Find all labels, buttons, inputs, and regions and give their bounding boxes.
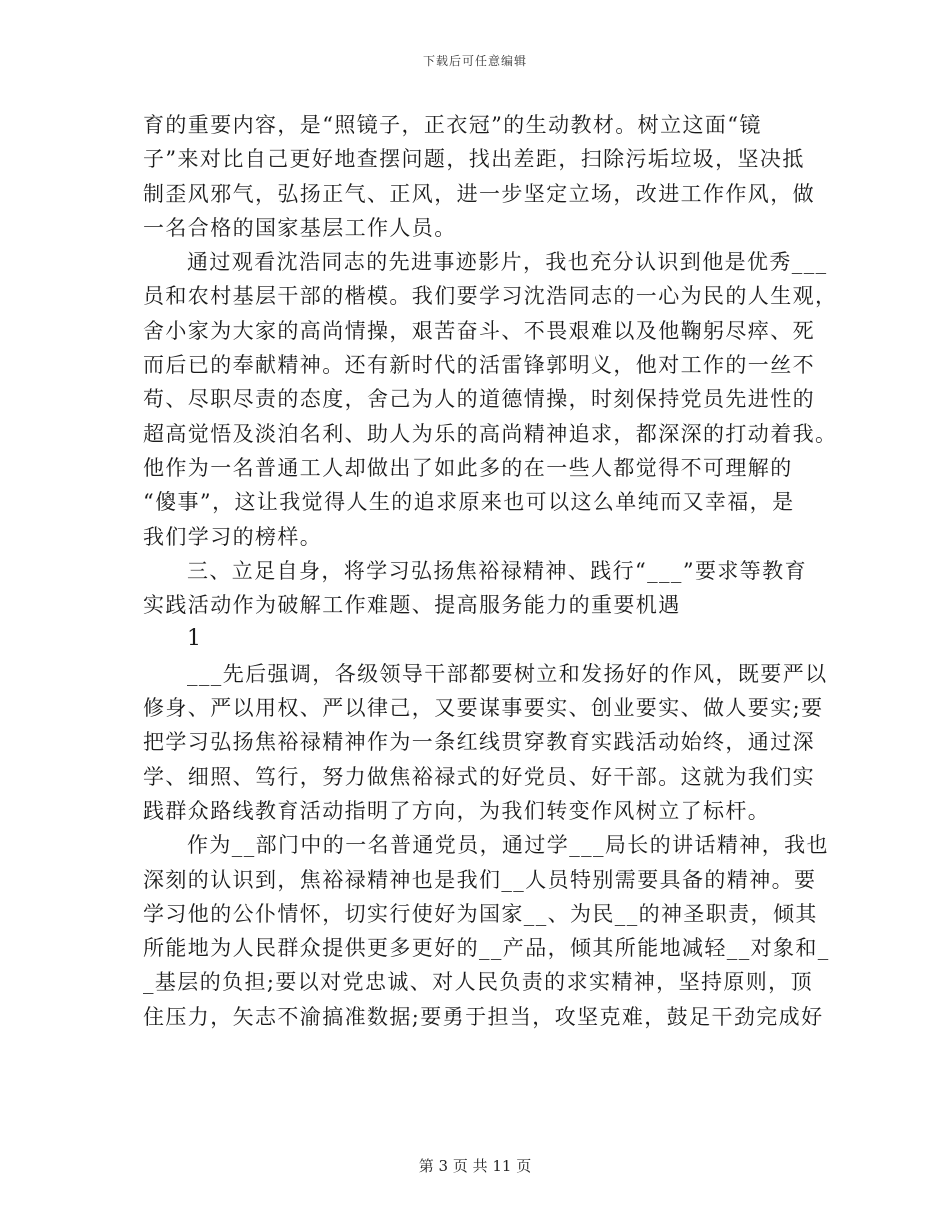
text-line: 舍小家为大家的高尚情操，艰苦奋斗、不畏艰难以及他鞠躬尽瘁、死 bbox=[143, 318, 815, 343]
text-line: 学习他的公仆情怀，切实行使好为国家__、为民__的神圣职责，倾其 bbox=[143, 901, 818, 926]
section-heading-line: 实践活动作为破解工作难题、提高服务能力的重要机遇 bbox=[143, 593, 681, 618]
text-line: 员和农村基层干部的楷模。我们要学习沈浩同志的一心为民的人生观， bbox=[143, 284, 838, 309]
text-line: 育的重要内容，是“照镜子，正衣冠”的生动教材。树立这面“镜 bbox=[143, 113, 762, 137]
text-line: 他作为一名普通工人却做出了如此多的在一些人都觉得不可理解的 bbox=[143, 455, 793, 480]
text-line: 所能地为人民群众提供更多更好的__产品，倾其所能地减轻__对象和_ bbox=[143, 936, 830, 961]
paragraph-first-line: 作为__部门中的一名普通党员，通过学___局长的讲话精神，我也 bbox=[187, 833, 829, 858]
text-line: 制歪风邪气，弘扬正气、正风，进一步坚定立场，改进工作作风，做 bbox=[143, 181, 815, 206]
text-line: 把学习弘扬焦裕禄精神作为一条红线贯穿教育实践活动始终，通过深 bbox=[143, 730, 815, 755]
section-heading-line: 三、立足自身，将学习弘扬焦裕禄精神、践行“___”要求等教育 bbox=[187, 558, 807, 583]
text-line: 苟、尽职尽责的态度，舍己为人的道德情操，时刻保持党员先进性的 bbox=[143, 387, 815, 412]
document-body bbox=[143, 108, 838, 1034]
text-line: “傻事”，这让我觉得人生的追求原来也可以这么单纯而又幸福，是 bbox=[143, 490, 795, 515]
text-line: 住压力，矢志不渝搞准数据;要勇于担当，攻坚克难，鼓足干劲完成好 bbox=[143, 1004, 824, 1029]
text-line: 子”来对比自己更好地查摆问题，找出差距，扫除污垢垃圾，坚决抵 bbox=[143, 147, 805, 172]
text-line: 超高觉悟及淡泊名利、助人为乐的高尚精神追求，都深深的打动着我。 bbox=[143, 421, 838, 446]
text-line: 深刻的认识到，焦裕禄精神也是我们__人员特别需要具备的精神。要 bbox=[143, 867, 817, 892]
text-line: 修身、严以用权、严以律己，又要谋事要实、创业要实、做人要实;要 bbox=[143, 696, 824, 721]
text-line: 我们学习的榜样。 bbox=[143, 524, 323, 549]
page-header-note: 下载后可任意编辑 bbox=[422, 54, 527, 68]
paragraph-first-line: ___先后强调，各级领导干部都要树立和发扬好的作风，既要严以 bbox=[187, 661, 828, 686]
paragraph-first-line: 通过观看沈浩同志的先进事迹影片，我也充分认识到他是优秀___ bbox=[187, 250, 828, 275]
text-line: _基层的负担;要以对党忠诚、对人民负责的求实精神，坚持原则，顶 bbox=[143, 970, 813, 995]
text-line: 而后已的奉献精神。还有新时代的活雷锋郭明义，他对工作的一丝不 bbox=[143, 353, 815, 378]
text-line: 践群众路线教育活动指明了方向，为我们转变作风树立了标杆。 bbox=[143, 798, 771, 823]
section-number: 1 bbox=[187, 626, 203, 652]
text-line: 一名合格的国家基层工作人员。 bbox=[143, 215, 457, 240]
text-line: 学、细照、笃行，努力做焦裕禄式的好党员、好干部。这就为我们实 bbox=[143, 764, 815, 789]
page-number-footer: 第 3 页 共 11 页 bbox=[418, 1157, 532, 1175]
